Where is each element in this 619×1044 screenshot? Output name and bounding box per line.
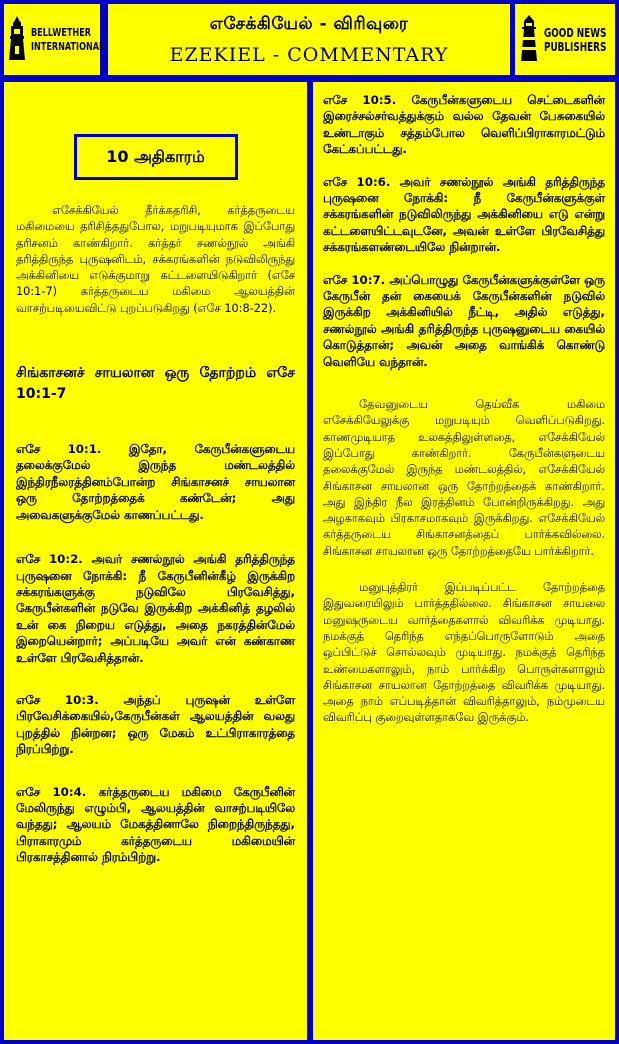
verse-10-6: எசே 10:6. அவர் சணல்நூல் அங்கி தரித்திருந்த புருஷனை நோக்கி: நீ கேருபீன்களுக்குள் சக்கரங்களின் நடுவிலிருந்து அக்கினியை எடு என்று கட்டளையிட்டவுடனே, அவன் உள்ளே பிரவேசித்து சக்கரங்களண்டையிலே நின்றான்.	[323, 174, 605, 255]
verse-10-4: எசே 10:4. கர்த்தருடைய மகிமை கேருபீனின் மேலிருந்து எழும்பி, ஆலயத்தின் வாசற்படியிலே வந்தது; ஆலயம் மேகத்தினாலே நிறைந்திருந்தது, பிராகாரமும் கர்த்தருடைய மகிமையின் பிரகாசத்தினால் நிரம்பிற்று.	[16, 784, 295, 865]
title-tamil: எசேக்கியேல் - விரிவுரை	[209, 14, 409, 34]
verse-10-3: எசே 10:3. அந்தப் புருஷன் உள்ளே பிரவேசிக்கையில்,கேருபீன்கள் ஆலயத்தின் வலது புறத்தில் நின்றன; ஒரு மேகம் உட்பிராகாரத்தை நிரப்பிற்று.	[16, 692, 295, 757]
verse-10-1: எசே 10:1. இதோ, கேருபீன்களுடைய தலைக்குமேல் இருந்த மண்டலத்தில் இந்திரநீலரத்தினம்போன்ற சிங்காசனச் சாயலான ஒரு தோற்றத்தைக் கண்டேன்; அது அவைகளுக்குமேல் காணப்பட்டது.	[16, 442, 295, 522]
chapter-title: 10 அதிகாரம்	[74, 134, 238, 180]
commentary-paragraph-2: மனுபுத்திரர் இப்படிப்பட்ட தோற்றத்தை இதுவரையிலும் பார்த்ததில்லை. சிங்காசன சாயலை மனுஷருடைய வார்த்தைகளால் விவரிக்க முடியாது. நமக்குத் தெரிந்த எந்தப்பொருளோடும் அதை ஒப்பிட்டுச் சொல்லவும் முடியாது. நமக்குத் தெரிந்த உண்மைகளாலும், நாம் பார்க்கிற பொருள்களாலும் சிங்காசன சாயலான தோற்றத்தை விவரிக்க முடியாது. அதை நாம் எப்படித்தான் விவரித்தாலும், நம்முடைய விவரிப்பு குறைவுள்ளதாகவே இருக்கும்.	[323, 581, 605, 725]
left-column	[4, 82, 307, 1040]
lighthouse-icon	[519, 15, 539, 65]
logo-left-line2: INTERNATIONAL	[31, 39, 105, 53]
verse-10-7: எசே 10:7. அப்பொழுது கேருபீன்களுக்குள்ளே ஒரு கேருபீன் தன் கையைக் கேருபீன்களின் நடுவில் இருக்கிற அக்கினியில் நீட்டி, அதில் எடுத்து, சணல்நூல் அங்கி தரித்திருந்த புருஷனுடைய கையில் கொடுத்தான்; அவன் அதை வாங்கிக் கொண்டு வெளியே வந்தான்.	[323, 272, 605, 369]
section-heading: சிங்காசனச் சாயலான ஒரு தோற்றம் எசே 10:1-7	[16, 365, 295, 403]
verse-10-2: எசே 10:2. அவர் சணல்நூல் அங்கி தரித்திருந்த புருஷனை நோக்கி: நீ கேருபீனின்கீழ் இருக்கிற சக்கரங்களுக்கு நடுவிலே பிரவேசித்து, கேருபீன்களின் நடுவே இருக்கிற அக்கினித் தழலில் உன் கை நிறைய எடுத்து, அதை நகரத்தின்மேல் இறையென்றார்; அப்படியே அவர் என் கண்காண உள்ளே பிரவேசித்தான்.	[16, 552, 295, 665]
logo-right-line1: GOOD NEWS	[544, 25, 607, 40]
logo-right-line2: PUBLISHERS	[544, 39, 607, 54]
title-english: EZEKIEL - COMMENTARY	[169, 44, 449, 66]
right-column	[313, 82, 615, 1040]
publisher-logo-right	[515, 4, 615, 75]
verse-10-5: எசே 10:5. கேருபீன்களுடைய செட்டைகளின் இரைச்சல்சர்வத்துக்கும் வல்ல தேவன் பேசுகையில் உண்டாகும் சத்தம்போல வெளிப்பிராகாரமட்டும் கேட்கப்பட்டது.	[323, 93, 605, 157]
logo-left-line1: BELLWETHER	[31, 25, 92, 39]
bell-tower-icon	[8, 16, 26, 64]
publisher-logo-left	[4, 4, 105, 75]
commentary-paragraph-1: தேவனுடைய தெய்வீக மகிமை எசேக்கியேலுக்கு மறுபடியும் வெளிப்படுகிறது. காணமுடியாத உலகத்திலுள்ளதை, எசேக்கியேல் இப்போது காண்கிறார். கேருபீன்களுடைய தலைக்குமேல் இருந்த மண்டலத்தில், எசேக்கியேல் சிங்காசன சாயலான ஒரு தோற்றத்தைக் காண்கிறார். அது இந்திர நீல இரத்தினம் போன்றிருக்கிறது. அது அழகாகவும் பிரகாசமாகவும் இருக்கிறது. எசேக்கியேல் கர்த்தருடைய சிங்காசனத்தைப் பார்க்கவில்லை. சிங்காசன சாயலான ஒரு தோற்றத்தையே பார்க்கிறார்.	[323, 398, 605, 558]
intro-paragraph: எசேக்கியேல் தீர்க்கதரிசி, கர்த்தருடைய மகிமையை தரிசித்ததுபோல, மறுபடியுமாக இப்போது தரிசனம் காண்கிறார். கர்த்தர் சணல்நூல் அங்கி தரித்திருந்த புருஷனிடம், சக்கரங்களின் நடுவிலிருந்து அக்கினியை எடுக்குமாறு கட்டளையிடுகிறார் (எசே 10:1-7) கர்த்தருடைய மகிமை ஆலயத்தின் வாசற்படியைவிட்டு புறப்படுகிறது (எசே 10:8-22).	[16, 204, 295, 315]
title-box	[108, 4, 510, 75]
